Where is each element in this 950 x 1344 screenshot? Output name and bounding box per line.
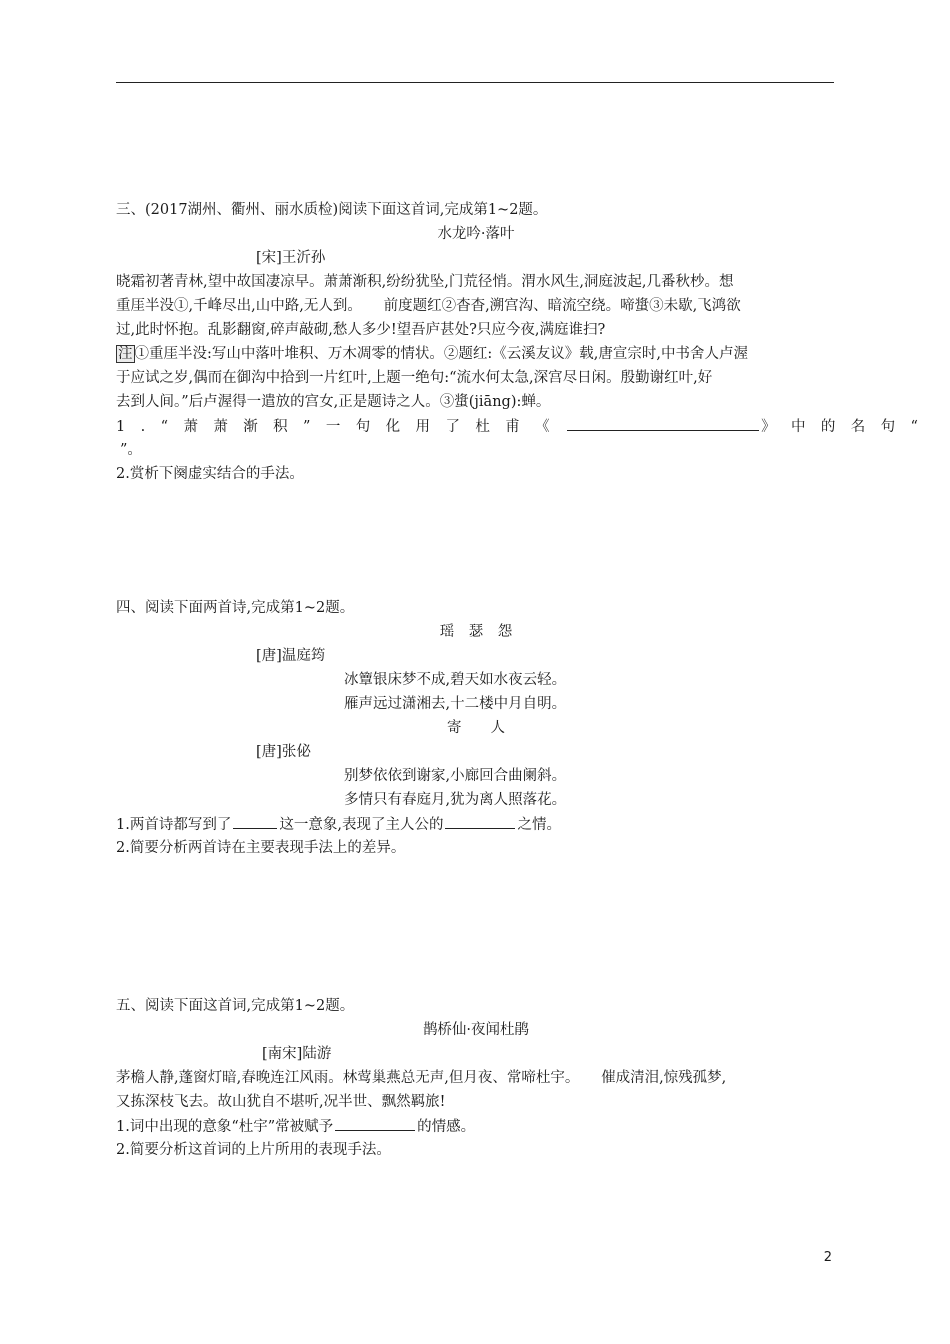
text-line: 晓霜初著青林,望中故国凄凉早。萧萧渐积,纷纷犹坠,门荒径悄。渭水风生,洞庭波起,几番秋杪。想 xyxy=(116,274,734,290)
poem-author: [宋]王沂孙 xyxy=(256,250,326,266)
question-2: 2.简要分析这首词的上片所用的表现手法。 xyxy=(116,1142,391,1158)
header-rule xyxy=(116,82,834,83)
poem-2-title: 寄 人 xyxy=(447,720,505,736)
poem-title: 鹊桥仙·夜闻杜鹃 xyxy=(422,1022,530,1038)
note-line: 于应试之岁,偶而在御沟中拾到一片红叶,上题一绝句:“流水何太急,深宫尽日闲。殷勤谢红叶,好 xyxy=(116,370,713,386)
poem-2-line: 多情只有春庭月,犹为离人照落花。 xyxy=(344,792,567,808)
poem-1-author: [唐]温庭筠 xyxy=(256,648,326,664)
poem-2-author: [唐]张佖 xyxy=(256,744,311,760)
question-1: 1.“萧萧渐积”一句化用了杜甫《 》中的名句“ xyxy=(116,414,836,438)
section-3-heading: 三、(2017湖州、衢州、丽水质检)阅读下面这首词,完成第1~2题。 xyxy=(116,202,548,218)
text-line: 过,此时怀抱。乱影翻窗,碎声敲砌,愁人多少!望吾庐甚处?只应今夜,满庭谁扫? xyxy=(116,322,606,338)
question-1: 1.词中出现的意象“杜宇”常被赋予 的情感。 xyxy=(116,1114,836,1138)
page-number: 2 xyxy=(823,1250,832,1265)
section-5-heading: 五、阅读下面这首词,完成第1~2题。 xyxy=(116,998,355,1014)
answer-blank[interactable] xyxy=(567,414,759,431)
question-2: 2.简要分析两首诗在主要表现手法上的差异。 xyxy=(116,840,406,856)
text-line: 重厓半没①,千峰尽出,山中路,无人到。 前度题红②杳杳,溯宫沟、暗流空绕。啼螀③未歇,飞鸿欲 xyxy=(116,298,741,314)
answer-blank[interactable] xyxy=(445,812,515,829)
poem-title: 水龙吟·落叶 xyxy=(437,226,515,242)
answer-blank[interactable] xyxy=(335,1114,415,1131)
question-2: 2.赏析下阕虚实结合的手法。 xyxy=(116,466,304,482)
answer-blank[interactable] xyxy=(233,812,277,829)
poem-2-line: 别梦依依到谢家,小廊回合曲阑斜。 xyxy=(344,768,567,784)
text-line: 茅檐人静,蓬窗灯暗,春晚连江风雨。林莺巢燕总无声,但月夜、常啼杜宇。 催成清泪,惊残孤梦, xyxy=(116,1070,727,1086)
section-3 xyxy=(116,198,934,486)
question-1-cont: ”。 xyxy=(120,442,142,458)
poem-1-line: 雁声远过潇湘去,十二楼中月自明。 xyxy=(344,696,567,712)
section-5 xyxy=(116,994,836,1162)
note-line: 去到人间。”后卢渥得一遣放的宫女,正是题诗之人。③螀(jiāng):蝉。 xyxy=(116,394,551,410)
section-4 xyxy=(116,596,836,860)
poem-1-title: 瑶 瑟 怨 xyxy=(439,624,513,640)
note-line: 注 ①重厓半没:写山中落叶堆积、万木凋零的情状。②题红:《云溪友议》载,唐宣宗时,中书舍人卢渥 xyxy=(118,346,748,362)
section-4-heading: 四、阅读下面两首诗,完成第1~2题。 xyxy=(116,600,355,616)
question-1: 1.两首诗都写到了 这一意象,表现了主人公的 之情。 xyxy=(116,812,836,836)
poem-author: [南宋]陆游 xyxy=(262,1046,332,1062)
poem-1-line: 冰簟银床梦不成,碧天如水夜云轻。 xyxy=(344,672,567,688)
note-label: 注 xyxy=(118,346,133,362)
text-line: 又拣深枝飞去。故山犹自不堪听,况半世、飘然羁旅! xyxy=(116,1094,446,1110)
